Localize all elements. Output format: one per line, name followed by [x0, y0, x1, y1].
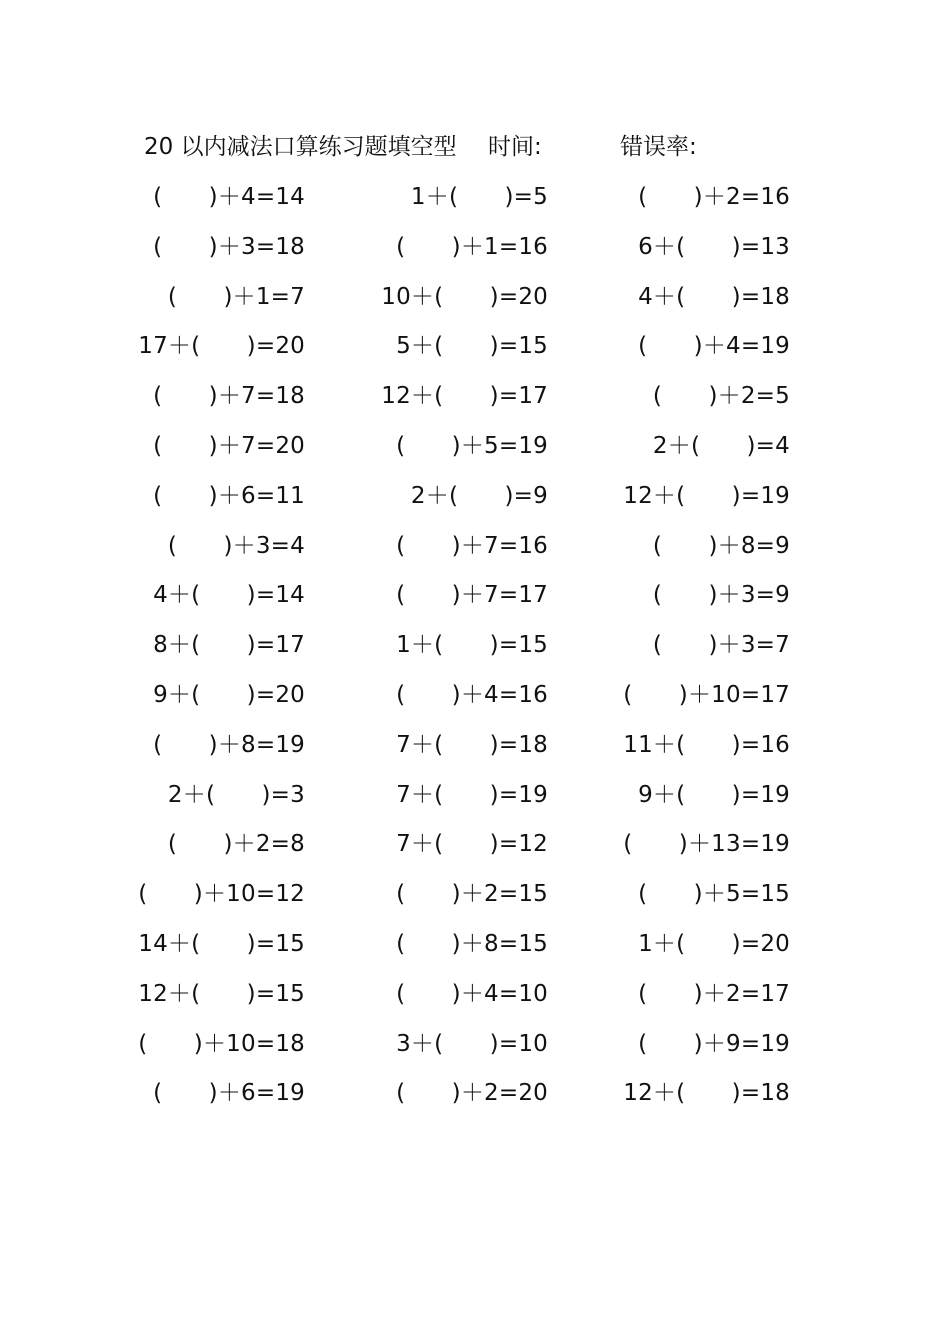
problem-item: ( )＋10=12 [138, 881, 305, 908]
problem-row [0, 670, 950, 720]
problem-item: 9＋( )=19 [638, 781, 790, 808]
problem-row [0, 321, 950, 371]
problem-item: ( )＋2=16 [638, 184, 790, 210]
worksheet-header [0, 124, 950, 160]
problem-item: ( )＋10=18 [138, 1030, 305, 1057]
problem-item: 1＋( )=20 [638, 930, 790, 957]
problem-item: ( )＋6=19 [153, 1080, 305, 1107]
problem-item: ( )＋3=4 [167, 532, 305, 559]
problem-row [0, 720, 950, 770]
problem-item: 14＋( )=15 [138, 930, 305, 957]
problem-item: ( )＋7=17 [396, 582, 548, 609]
problem-item: ( )＋2=8 [167, 831, 305, 858]
problem-item: ( )＋4=16 [396, 681, 548, 708]
problem-item: 2＋( )=9 [410, 482, 548, 509]
problem-row [0, 421, 950, 471]
problem-item: 10＋( )=20 [381, 283, 548, 310]
problem-item: ( )＋6=11 [153, 482, 305, 509]
problem-item: ( )＋3=9 [652, 582, 790, 609]
problem-item: 1＋( )=5 [410, 184, 548, 210]
problem-row [0, 471, 950, 521]
problem-row [0, 570, 950, 620]
problem-item: ( )＋1=7 [167, 283, 305, 310]
problem-item: 11＋( )=16 [623, 731, 790, 758]
problem-item: ( )＋8=9 [652, 532, 790, 559]
problem-item: 2＋( )=4 [652, 432, 790, 459]
problem-item: 6＋( )=13 [638, 233, 790, 260]
problem-item: 7＋( )=12 [396, 831, 548, 858]
problem-row [0, 1019, 950, 1069]
problem-item: ( )＋7=18 [153, 383, 305, 410]
problem-item: 4＋( )=14 [153, 582, 305, 609]
problem-item: 8＋( )=17 [153, 632, 305, 659]
problem-item: ( )＋13=19 [623, 831, 790, 858]
problem-row [0, 371, 950, 421]
worksheet-title: 20 以内减法口算练习题填空型 [144, 134, 457, 160]
problem-item: 12＋( )=19 [623, 482, 790, 509]
problem-row [0, 819, 950, 869]
problem-item: ( )＋3=18 [153, 233, 305, 260]
problem-item: ( )＋2=5 [652, 383, 790, 410]
problem-row [0, 620, 950, 670]
problem-item: 2＋( )=3 [167, 781, 305, 808]
problem-item: ( )＋3=7 [652, 632, 790, 659]
problem-row [0, 272, 950, 322]
problem-item: ( )＋4=14 [153, 184, 305, 210]
problem-row [0, 969, 950, 1019]
problem-item: 17＋( )=20 [138, 333, 305, 360]
problem-item: 4＋( )=18 [638, 283, 790, 310]
problem-row [0, 1068, 950, 1118]
problem-item: ( )＋8=15 [396, 930, 548, 957]
problem-item: ( )＋1=16 [396, 233, 548, 260]
problem-item: 7＋( )=18 [396, 731, 548, 758]
problem-item: 7＋( )=19 [396, 781, 548, 808]
problem-row [0, 172, 950, 222]
problem-item: ( )＋2=17 [638, 980, 790, 1007]
problem-item: ( )＋7=20 [153, 432, 305, 459]
problem-row [0, 521, 950, 571]
problem-item: 12＋( )=18 [623, 1080, 790, 1107]
problem-item: 12＋( )=17 [381, 383, 548, 410]
problem-item: ( )＋5=19 [396, 432, 548, 459]
problem-item: ( )＋2=20 [396, 1080, 548, 1107]
problem-item: ( )＋4=19 [638, 333, 790, 360]
problem-grid [0, 172, 950, 1118]
problem-item: 3＋( )=10 [396, 1030, 548, 1057]
problem-item: 12＋( )=15 [138, 980, 305, 1007]
problem-item: ( )＋10=17 [623, 681, 790, 708]
problem-item: 1＋( )=15 [396, 632, 548, 659]
problem-item: ( )＋7=16 [396, 532, 548, 559]
error-rate-label: 错误率: [620, 134, 697, 160]
problem-item: ( )＋9=19 [638, 1030, 790, 1057]
problem-row [0, 222, 950, 272]
problem-item: 9＋( )=20 [153, 681, 305, 708]
problem-row [0, 770, 950, 820]
problem-row [0, 919, 950, 969]
problem-item: ( )＋5=15 [638, 881, 790, 908]
problem-item: ( )＋2=15 [396, 881, 548, 908]
problem-item: 5＋( )=15 [396, 333, 548, 360]
problem-item: ( )＋8=19 [153, 731, 305, 758]
problem-item: ( )＋4=10 [396, 980, 548, 1007]
problem-row [0, 869, 950, 919]
time-label: 时间: [488, 134, 542, 160]
